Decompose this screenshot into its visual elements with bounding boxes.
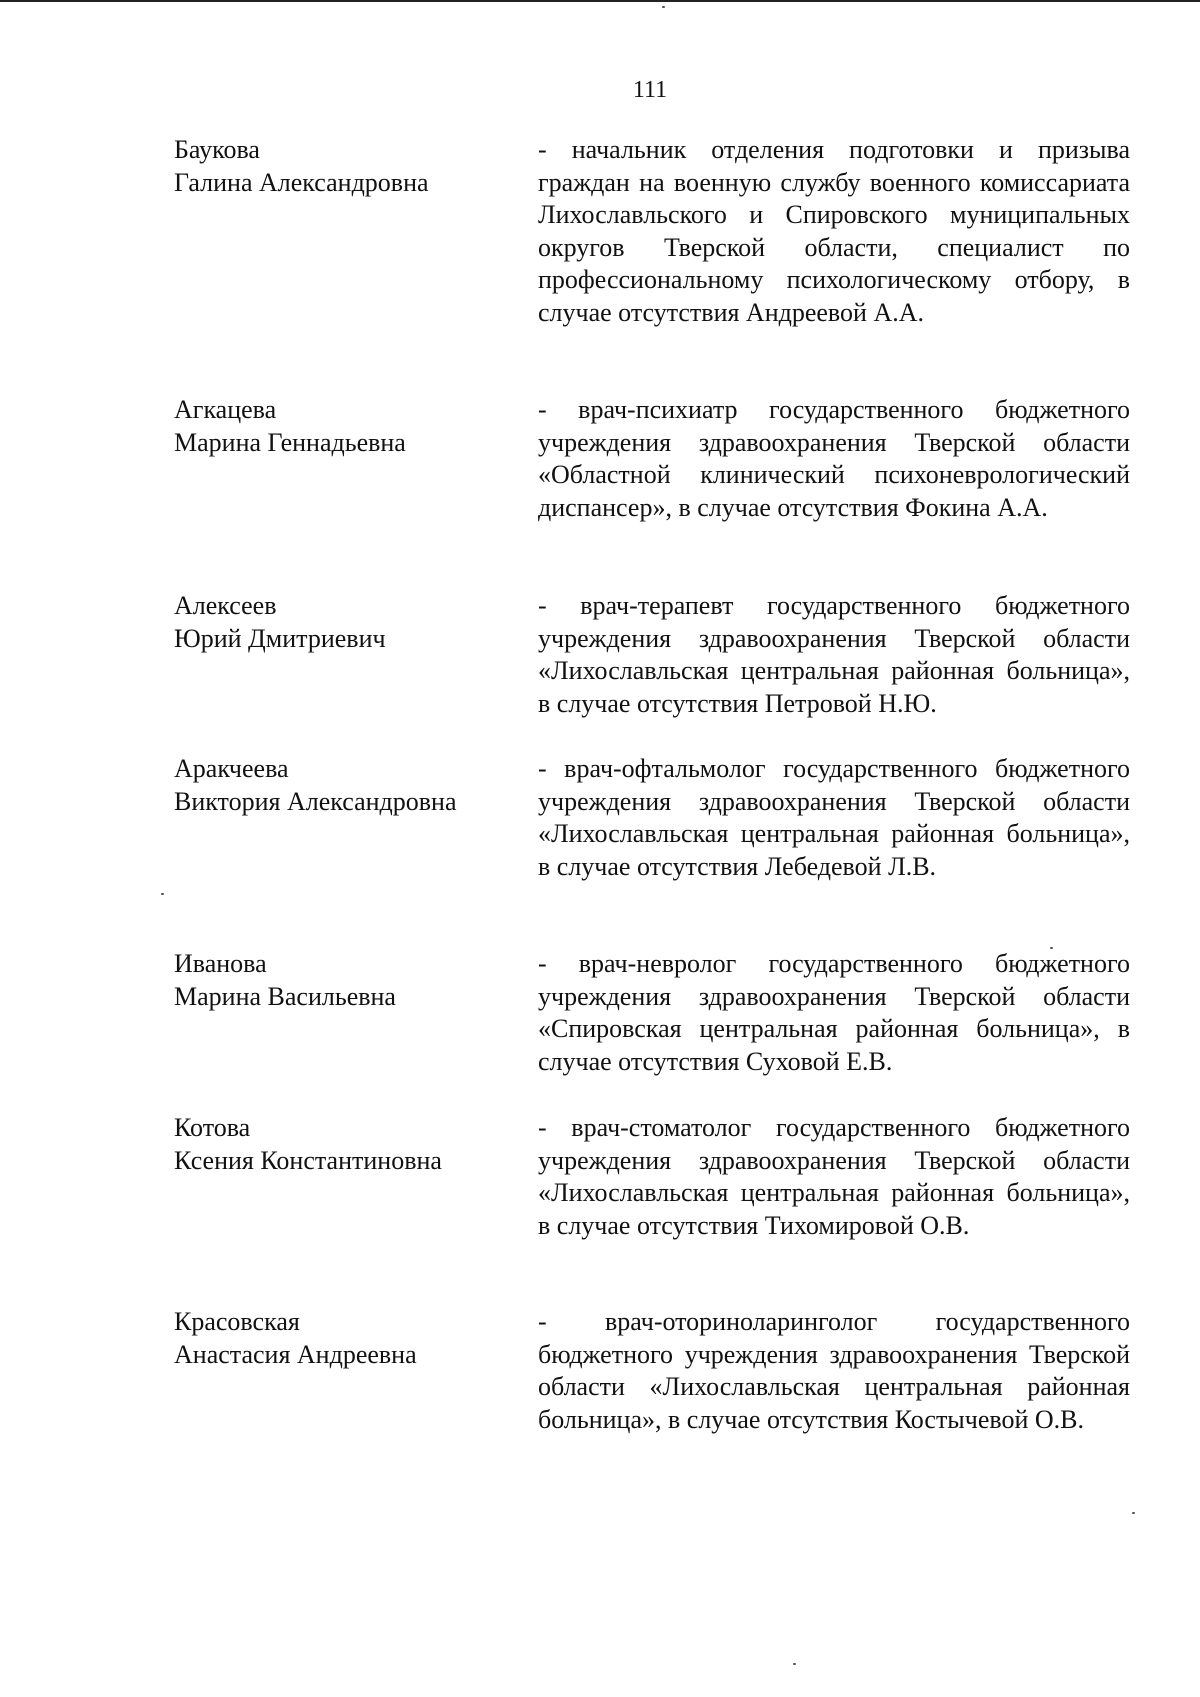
member-given-names: Юрий Дмитриевич xyxy=(174,623,386,653)
member-surname: Агкацева xyxy=(174,395,277,424)
member-surname: Баукова xyxy=(174,135,260,164)
member-name xyxy=(174,753,514,818)
member-name xyxy=(174,394,514,459)
member-name xyxy=(174,1112,514,1177)
member-surname: Алексеев xyxy=(174,591,277,620)
member-role-description: - врач-оториноларинголог государственного бюджетного учреждения здравоохранения Тверской области «Лихославльская центральная районная больница», в случае отсутствия Костычевой О.В. xyxy=(538,1307,1130,1434)
member-role-description: - врач-офтальмолог государственного бюджетного учреждения здравоохранения Тверской области «Лихославльская центральная районная больница», в случае отсутствия Лебедевой Л.В. xyxy=(538,754,1130,881)
member-surname: Котова xyxy=(174,1113,251,1142)
scan-speck xyxy=(662,6,665,8)
page-top-edge xyxy=(0,0,1200,2)
member-name xyxy=(174,134,514,199)
member-surname: Иванова xyxy=(174,949,267,978)
member-name xyxy=(174,1306,514,1371)
scan-speck xyxy=(161,893,164,895)
member-name xyxy=(174,590,514,655)
member-surname: Красовская xyxy=(174,1307,300,1336)
member-surname: Аракчеева xyxy=(174,754,289,783)
member-given-names: Галина Александровна xyxy=(174,167,429,197)
member-name xyxy=(174,948,514,1013)
member-given-names: Марина Васильевна xyxy=(174,981,396,1011)
scan-speck xyxy=(793,1663,796,1665)
member-role-description: - врач-стоматолог государственного бюджетного учреждения здравоохранения Тверской области «Лихославльская центральная районная больница», в случае отсутствия Тихомировой О.В. xyxy=(538,1113,1130,1240)
member-given-names: Марина Геннадьевна xyxy=(174,427,406,457)
member-role-description: - врач-терапевт государственного бюджетного учреждения здравоохранения Тверской области «Лихославльская центральная районная больница», в случае отсутствия Петровой Н.Ю. xyxy=(538,591,1130,718)
member-given-names: Анастасия Андреевна xyxy=(174,1339,417,1369)
member-given-names: Ксения Константиновна xyxy=(174,1145,442,1175)
scan-speck xyxy=(1132,1512,1135,1514)
member-role-description: - врач-невролог государственного бюджетного учреждения здравоохранения Тверской области «Спировская центральная районная больница», в случае отсутствия Суховой Е.В. xyxy=(538,949,1130,1076)
scan-speck xyxy=(1050,947,1053,949)
page-number: 111 xyxy=(632,77,668,103)
member-role-description: - начальник отделения подготовки и призыва граждан на военную службу военного комиссариата Лихославльского и Спировского муниципальных округов Тверской области, специалист по профессиональному психологическому отбору, в случае отсутствия Андреевой А.А. xyxy=(538,135,1130,327)
member-given-names: Виктория Александровна xyxy=(174,786,457,816)
member-role-description: - врач-психиатр государственного бюджетного учреждения здравоохранения Тверской области «Областной клинический психоневрологический диспансер», в случае отсутствия Фокина А.А. xyxy=(538,395,1130,522)
